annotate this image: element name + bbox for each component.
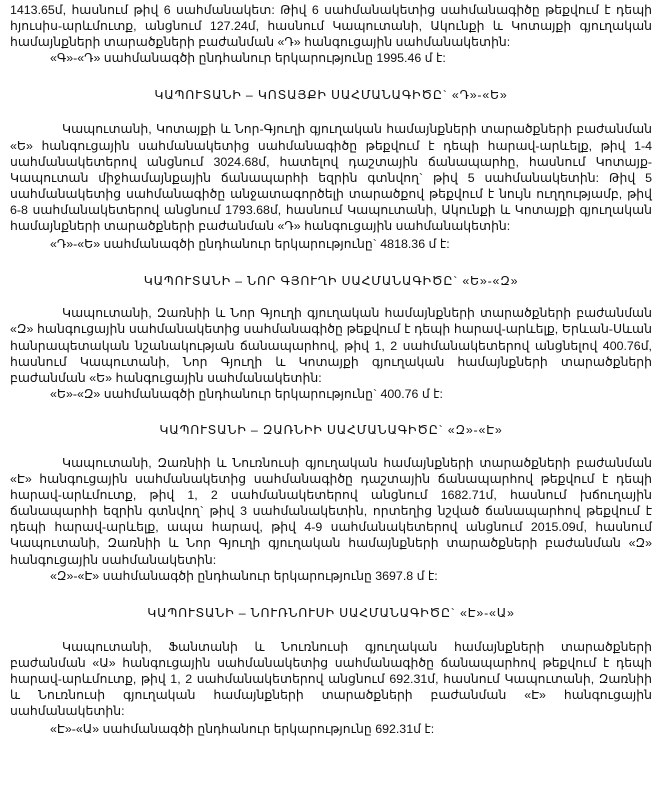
- section-heading-d-e: ԿԱՊՈՒՏԱՆԻ – ԿՈՏԱՅՔԻ ՍԱՀՄԱՆԱԳԻԾԸ` «Դ»-«Ե»: [154, 88, 508, 103]
- section-summary-z-e: «Զ»-«Է» սահմանագծի ընդհանուր երկարությունը 3697.8 մ է:: [50, 568, 438, 583]
- section-heading-e-a: ԿԱՊՈՒՏԱՆԻ – ՆՈՒՌՆՈՒՍԻ ՍԱՀՄԱՆԱԳԻԾԸ` «Է»-«Ա»: [147, 605, 515, 620]
- section-summary-e-a: «Է»-«Ա» սահմանագծի ընդհանուր երկարությունը 692.31մ է:: [50, 722, 435, 737]
- document-page: [0, 2, 658, 807]
- section-body-e-z: Կապուտանի, Զառնիի և Նոր Գյուղի գյուղական համայնքների տարածքների բաժանման «Զ» հանգուցային սահմանակետից սահմանագիծը թեքվում է դեպի հարավ-արևելք, Երևան-Սևան հանրապետական նշանակության ճանապարհով, թիվ 1, 2 սահմանակետերով անցնելով 400.76մ, հասնում Կապուտանի, Նոր Գյուղի և Կոտայքի գյուղական համայնքների տարածքների բաժանման «Ե» հանգուցային սահմանակետին:: [10, 306, 652, 385]
- section-body-e-a: Կապուտանի, Ֆանտանի և Նուռնուսի գյուղական համայնքների տարածքների բաժանման «Ա» հանգուցային սահմանակետից սահմանագիծը ճանապարհով թեքվում է դեպի հարավ-արևմուտք, թիվ 1, 2 սահմանակետերով անցնում 692.31մ, հասնում Կապուտանի, Զառնիի և Նուռնուսի գյուղական համայնքների տարածքների բաժանման «Է» հանգուցային սահմանակետին:: [10, 639, 652, 719]
- section-heading-z-e: ԿԱՊՈՒՏԱՆԻ – ԶԱՌՆԻԻ ՍԱՀՄԱՆԱԳԻԾԸ` «Զ»-«Է»: [159, 422, 503, 437]
- section-body-z-e: Կապուտանի, Զառնիի և Նուռնուսի գյուղական համայնքների տարածքների բաժանման «Է» հանգուցային սահմանակետից սահմանագիծը դաշտային ճանապարհով թեքվում է դեպի հարավ-արևմուտք, թիվ 1, 2 սահմանակետերով անցնում 1682.71մ, հասնում խճուղային ճանապարհի եզրին գտնվող` թիվ 3 սահմանակետին, որտեղից նշված ճանապարհով թեքվում է դեպի հարավ-արևելք, ապա հարավ, թիվ 4-9 սահմանակետերով անցնում 2015.09մ, հասնում Կապուտանի, Զառնիի և Նոր Գյուղի գյուղական համայնքների տարածքների բաժանման «Զ» հանգուցային սահմանակետին:: [10, 455, 652, 567]
- section-body-d-e: Կապուտանի, Կոտայքի և Նոր-Գյուղի գյուղական համայնքների տարածքների բաժանման «Ե» հանգուցային սահմանակետից սահմանագիծը թեքվում է դեպի հարավ-արևելք, թիվ 1-4 սահմանակետերով անցնում 3024.68մ, հատելով դաշտային ճանապարհը, հասնում Կոտայք-Կապուտան միջհամայնքային ճանապարհի եզրին գտնվող` թիվ 5 սահմանակետին: Թիվ 5 սահմանակետից սահմանագիծը անջատագործելի տարածքով թեքվում է նույն ուղղությամբ, թիվ 6-8 սահմանակետերով անցնում 1793.68մ, հասնում Կապուտանի, Ակունքի և Կոտայքի գյուղական համայնքների տարածքների բաժանման «Դ» հանգուցային սահմանակետին:: [10, 122, 652, 234]
- intro-paragraph: 1413.65մ, հասնում թիվ 6 սահմանակետ: Թիվ 6 սահմանակետից սահմանագիծը թեքվում է դեպի հյուսիս-արևմուտք, անցնում 127.24մ, հասնում Կապուտանի, Ակունքի և Կոտայքի գյուղական համայնքների տարածքների բաժանման «Դ» հանգուցային սահմանակետին:: [10, 3, 652, 50]
- intro-summary: «Գ»-«Դ» սահմանագծի ընդհանուր երկարությունը 1995.46 մ է:: [50, 51, 446, 66]
- section-summary-d-e: «Դ»-«Ե» սահմանագծի ընդհանուր երկարությունը` 4818.36 մ է:: [50, 237, 450, 252]
- section-summary-e-z: «Ե»-«Զ» սահմանագծի ընդհանուր երկարությունը` 400.76 մ է:: [50, 386, 443, 401]
- section-heading-e-z: ԿԱՊՈՒՏԱՆԻ – ՆՈՐ ԳՅՈՒՂԻ ՍԱՀՄԱՆԱԳԻԾԸ` «Ե»-«Զ»: [143, 274, 519, 289]
